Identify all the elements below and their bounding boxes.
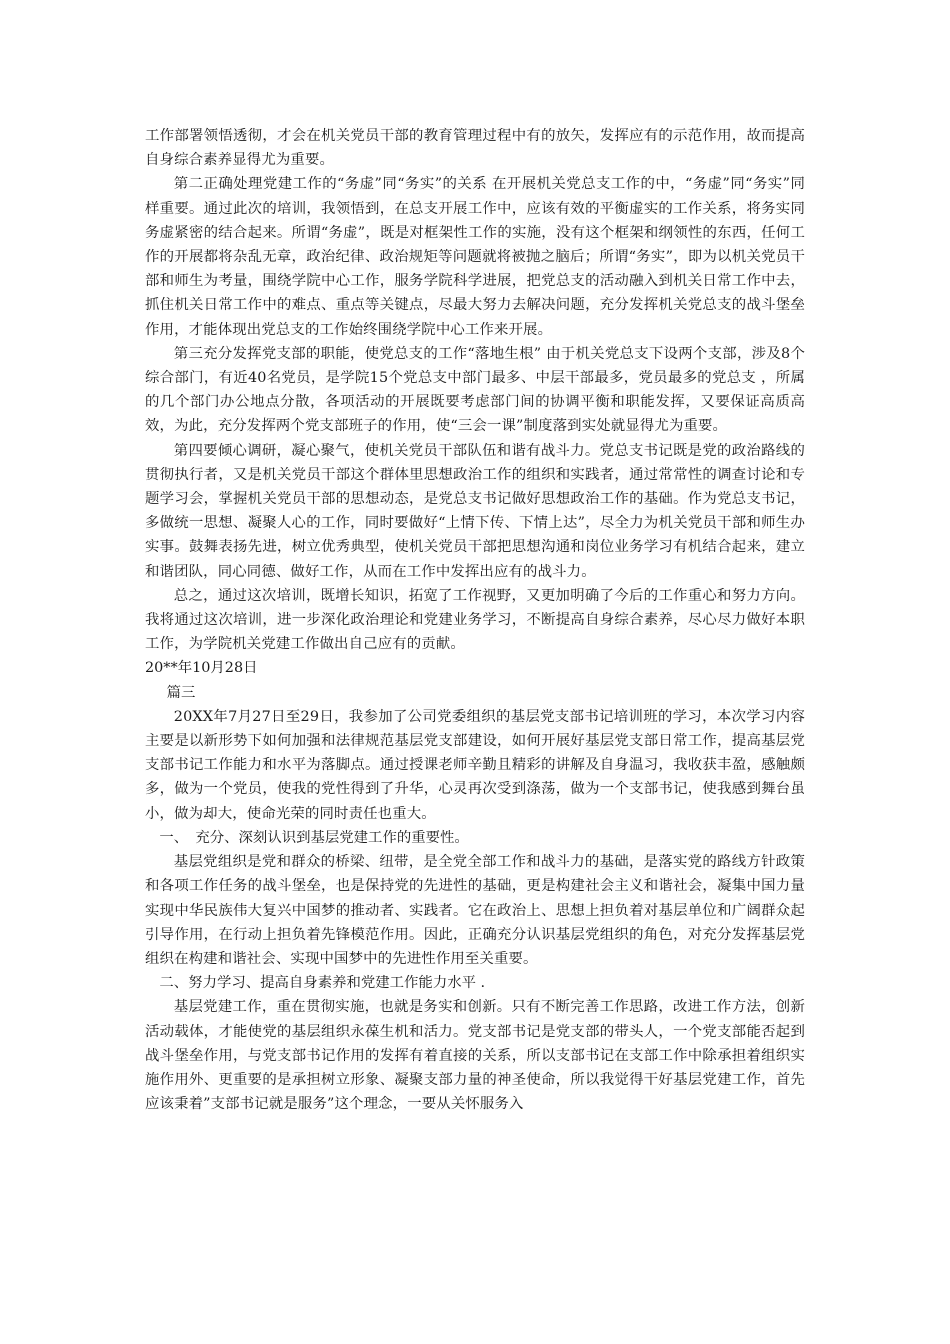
document-date: 20**年10月28日 [145,660,258,677]
paragraph-fourth-point: 第四要倾心调研，凝心聚气，使机关党员干部队伍和谐有战斗力。党总支书记既是党的政治路线的贯彻执行者，又是机关党员干部这个群体里思想政治工作的组织和实践者，通过常常性的调查讨论和专题学习会，掌握机关党员干部的思想动态，是党总支书记做好思想政治工作的基础。作为党总支书记，多做统一思想、凝聚人心的工作，同时要做好“上情下传、下情上达”，尽全力为机关党员干部和师生办实事。鼓舞表扬先进，树立优秀典型，使机关党员干部把思想沟通和岗位业务学习有机结合起来，建立和谐团队，同心同德、做好工作，从而在工作中发挥出应有的战斗力。 [145,442,805,580]
paragraph-heading-two: 基层党建工作，重在贯彻实施，也就是务实和创新。只有不断完善工作思路，改进工作方法，创新活动载体，才能使党的基层组织永葆生机和活力。党支部书记是党支部的带头人，一个党支部能否起到战斗堡垒作用，与党支部书记作用的发挥有着直接的关系，所以支部书记在支部工作中除承担着组织实施作用外、更重要的是承担树立形象、凝聚支部力量的神圣使命，所以我觉得干好基层党建工作，首先应该秉着”支部书记就是服务”这个理念，一要从关怀服务入 [145,999,805,1113]
paragraph-conclusion: 总之，通过这次培训，既增长知识，拓宽了工作视野，又更加明确了今后的工作重心和努力方向。我将通过这次培训，进一步深化政治理论和党建业务学习，不断提高自身综合素养，尽心尽力做好本职工作，为学院机关党建工作做出自己应有的贡献。 [145,587,805,653]
heading-two: 二、努力学习、提高自身素养和党建工作能力水平 . [159,975,486,992]
document-page [145,124,805,1116]
paragraph-heading-one: 基层党组织是党和群众的桥梁、纽带，是全党全部工作和战斗力的基础，是落实党的路线方针政策和各项工作任务的战斗堡垒，也是保持党的先进性的基础，更是构建社会主义和谐社会，凝集中国力量实现中华民族伟大复兴中国梦的推动者、实践者。它在政治上、思想上担负着对基层单位和广阔群众起引导作用，在行动上担负着先锋模范作用。因此，正确充分认识基层党组织的角色，对充分发挥基层党组织在构建和谐社会、实现中国梦中的先进性作用至关重要。 [145,854,805,967]
section-title: 篇三 [166,684,196,701]
paragraph-section-intro: 20XX年7月27日至29日，我参加了公司党委组织的基层党支部书记培训班的学习，本次学习内容主要是以新形势下如何加强和法律规范基层党支部建设，如何开展好基层党支部日常工作，提高基层党支部书记工作能力和水平为落脚点。通过授课老师辛勤且精彩的讲解及自身温习，我收获丰盈，感触颇多，做为一个党员，使我的党性得到了升华，心灵再次受到涤荡，做为一个支部书记，使我感到舞台虽小，做为却大，使命光荣的同时责任也重大。 [145,708,805,822]
paragraph-continued: 工作部署领悟透彻，才会在机关党员干部的教育管理过程中有的放矢，发挥应有的示范作用，故而提高自身综合素养显得尤为重要。 [145,128,805,169]
paragraph-third-point: 第三充分发挥党支部的职能，使党总支的工作“落地生根” 由于机关党总支下设两个支部，涉及8个综合部门，有近40名党员，是学院15个党总支中部门最多、中层干部最多，党员最多的党总支 ，所属的几个部门办公地点分散，各项活动的开展既要考虑部门间的协调平衡和职能发挥，又要保证高质高效，为此，充分发挥两个党支部班子的作用，使“三会一课”制度落到实处就显得尤为重要。 [145,345,805,435]
paragraph-second-point: 第二正确处理党建工作的“务虚”同“务实”的关系 在开展机关党总支工作的中，“务虚”同“务实”同样重要。通过此次的培训，我领悟到，在总支开展工作中，应该有效的平衡虚实的工作关系，将务实同务虚紧密的结合起来。所谓“务虚”，既是对框架性工作的实施，没有这个框架和纲领性的东西，任何工作的开展都将杂乱无章，政治纪律、政治规矩等问题就将被抛之脑后；所谓“务实”，即为以机关党员干部和师生为考量，围绕学院中心工作，服务学院科学进展，把党总支的活动融入到机关日常工作中去，抓住机关日常工作中的难点、重点等关键点，尽最大努力去解决问题，充分发挥机关党总支的战斗堡垒作用，才能体现出党总支的工作始终围绕学院中心工作来开展。 [145,176,805,338]
heading-one: 一、 充分、深刻认识到基层党建工作的重要性。 [159,829,469,846]
